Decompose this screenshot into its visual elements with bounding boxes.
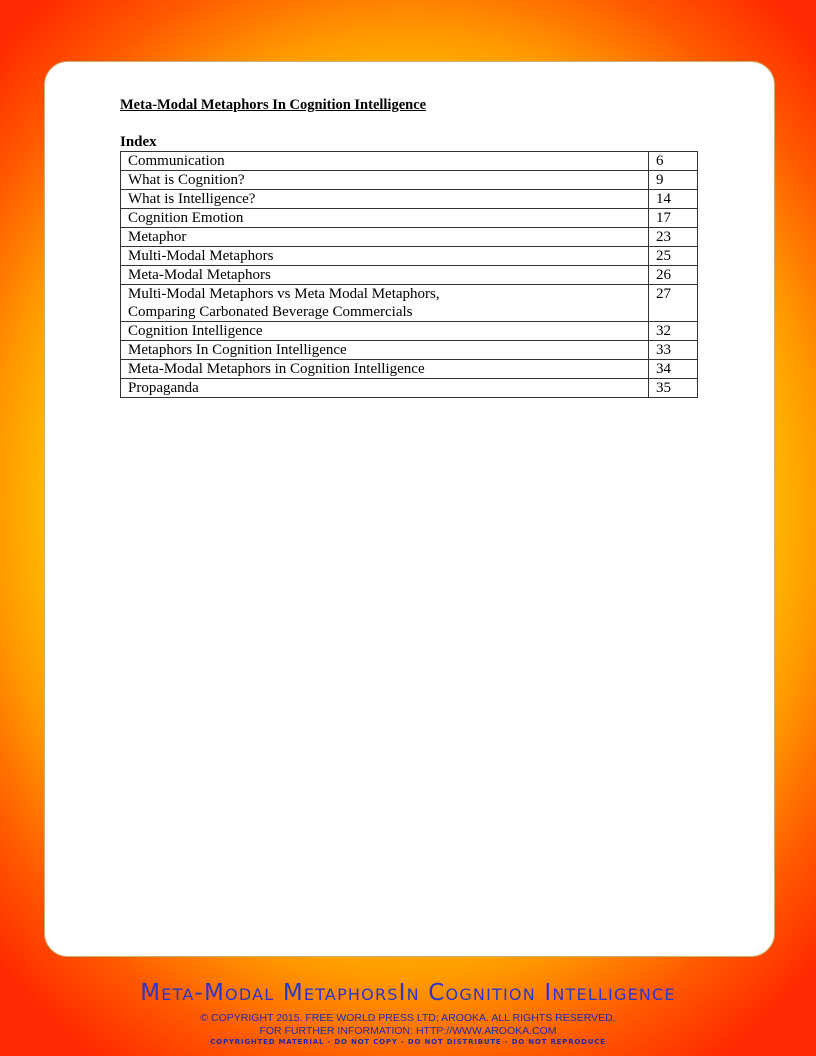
index-topic: Metaphors In Cognition Intelligence xyxy=(121,341,649,360)
index-row xyxy=(121,285,698,322)
index-topic-line: Comparing Carbonated Beverage Commercials xyxy=(128,304,413,320)
index-row xyxy=(121,379,698,398)
footer-copyright: © COPYRIGHT 2015. FREE WORLD PRESS LTD; AROOKA. ALL RIGHTS RESERVED. xyxy=(200,1012,616,1024)
index-page-number: 33 xyxy=(649,341,698,360)
index-page-number: 34 xyxy=(649,360,698,379)
index-topic: What is Cognition? xyxy=(121,171,649,190)
index-row xyxy=(121,247,698,266)
index-row xyxy=(121,228,698,247)
index-page-number: 14 xyxy=(649,190,698,209)
index-heading: Index xyxy=(120,134,157,150)
document-page xyxy=(44,61,775,957)
index-topic-line: Multi-Modal Metaphors vs Meta Modal Metaphors, xyxy=(128,286,440,302)
index-row xyxy=(121,360,698,379)
index-page-number: 9 xyxy=(649,171,698,190)
index-topic: Meta-Modal Metaphors xyxy=(121,266,649,285)
index-page-number: 26 xyxy=(649,266,698,285)
index-table xyxy=(120,151,698,398)
index-topic: Cognition Emotion xyxy=(121,209,649,228)
index-row xyxy=(121,152,698,171)
index-topic: Metaphor xyxy=(121,228,649,247)
index-topic: Cognition Intelligence xyxy=(121,322,649,341)
footer-book-title: Meta-Modal MetaphorsIn Cognition Intelligence xyxy=(140,980,676,1006)
index-page-number: 23 xyxy=(649,228,698,247)
index-row xyxy=(121,322,698,341)
footer-warning: COPYRIGHTED MATERIAL - DO NOT COPY - DO NOT DISTRIBUTE - DO NOT REPRODUCE xyxy=(210,1038,606,1046)
index-page-number: 25 xyxy=(649,247,698,266)
index-row xyxy=(121,209,698,228)
index-page-number: 6 xyxy=(649,152,698,171)
index-topic xyxy=(121,285,649,322)
index-row xyxy=(121,341,698,360)
index-topic: Propaganda xyxy=(121,379,649,398)
index-page-number: 27 xyxy=(649,285,698,322)
index-topic: Meta-Modal Metaphors in Cognition Intelligence xyxy=(121,360,649,379)
index-topic: Multi-Modal Metaphors xyxy=(121,247,649,266)
index-row xyxy=(121,266,698,285)
index-page-number: 35 xyxy=(649,379,698,398)
index-page-number: 32 xyxy=(649,322,698,341)
footer-info-link: FOR FURTHER INFORMATION: HTTP://WWW.AROOKA.COM xyxy=(259,1025,557,1037)
index-row xyxy=(121,171,698,190)
document-title: Meta-Modal Metaphors In Cognition Intelligence xyxy=(120,97,427,113)
index-topic: Communication xyxy=(121,152,649,171)
index-row xyxy=(121,190,698,209)
index-topic: What is Intelligence? xyxy=(121,190,649,209)
index-page-number: 17 xyxy=(649,209,698,228)
